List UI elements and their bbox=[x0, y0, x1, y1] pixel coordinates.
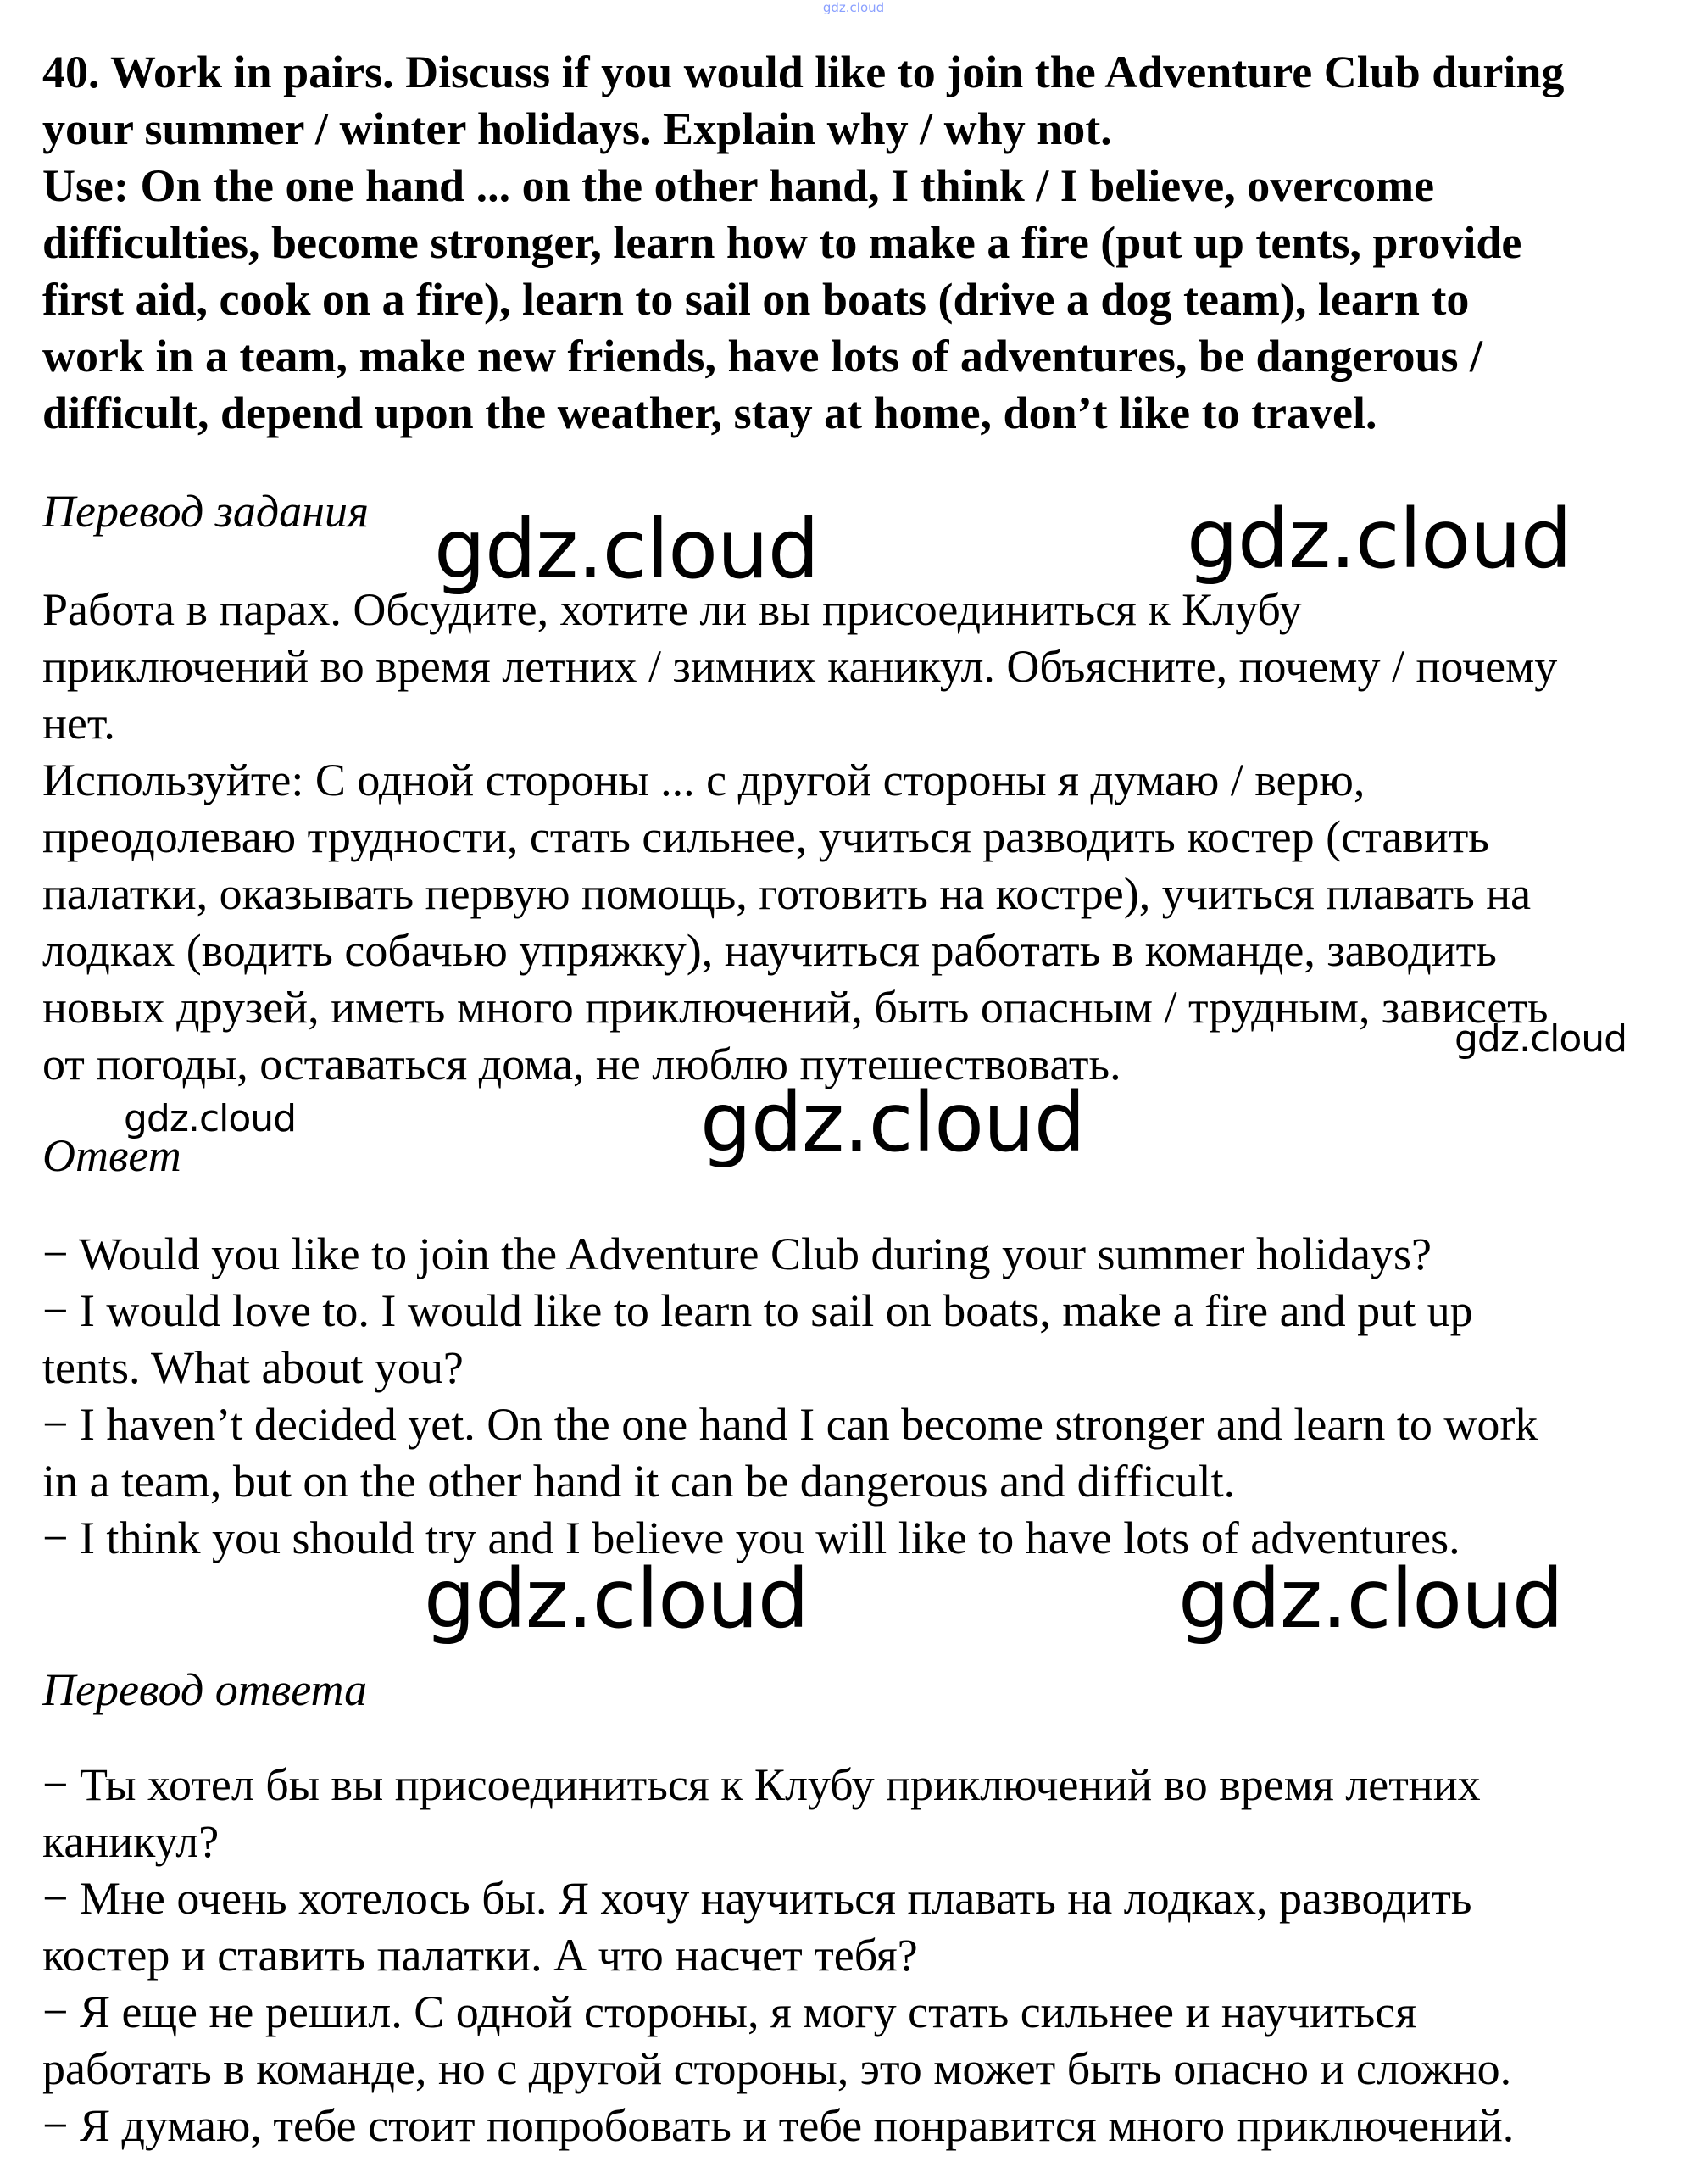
translation-line: приключений во время летних / зимних каникул. Объясните, почему / почему bbox=[42, 641, 1558, 692]
task-line: Use: On the one hand ... on the other hand, I think / I believe, overcome bbox=[42, 160, 1435, 211]
answer-heading: Ответ bbox=[42, 1130, 181, 1181]
answer-translation-line: − Ты хотел бы вы присоединиться к Клубу приключений во время летних bbox=[42, 1759, 1481, 1810]
answer-line: tents. What about you? bbox=[42, 1342, 464, 1393]
answer-line: − I haven’t decided yet. On the one hand I can become stronger and learn to work bbox=[42, 1399, 1538, 1450]
task-line: work in a team, make new friends, have lots of adventures, be dangerous / bbox=[42, 331, 1483, 382]
task-line: difficulties, become stronger, learn how to make a fire (put up tents, provide bbox=[42, 217, 1522, 268]
translation-line: новых друзей, иметь много приключений, быть опасным / трудным, зависеть bbox=[42, 982, 1549, 1033]
answer-line: − I would love to. I would like to learn to sail on boats, make a fire and put up bbox=[42, 1285, 1473, 1336]
watermark: gdz.cloud bbox=[434, 502, 819, 597]
watermark: gdz.cloud bbox=[424, 1552, 809, 1646]
answer-line: in a team, but on the other hand it can be dangerous and difficult. bbox=[42, 1456, 1236, 1507]
answer-translation-line: − Я еще не решил. С одной стороны, я могу стать сильнее и научиться bbox=[42, 1986, 1417, 2037]
top-watermark: gdz.cloud bbox=[822, 0, 885, 15]
translation-line: лодках (водить собачью упряжку), научиться работать в команде, заводить bbox=[42, 925, 1497, 976]
answer-translation-text bbox=[42, 1757, 1691, 2154]
translation-line: от погоды, оставаться дома, не люблю путешествовать. bbox=[42, 1039, 1121, 1089]
answer-translation-heading: Перевод ответа bbox=[42, 1664, 368, 1715]
task-line: your summer / winter holidays. Explain why / why not. bbox=[42, 103, 1112, 154]
task-line: difficult, depend upon the weather, stay at home, don’t like to travel. bbox=[42, 387, 1377, 438]
answer-translation-line: костер и ставить палатки. А что насчет тебя? bbox=[42, 1930, 918, 1981]
task-line: first aid, cook on a fire), learn to sail on boats (drive a dog team), learn to bbox=[42, 274, 1470, 325]
answer-translation-line: − Мне очень хотелось бы. Я хочу научиться плавать на лодках, разводить bbox=[42, 1873, 1472, 1924]
translation-heading: Перевод задания bbox=[42, 486, 370, 537]
translation-text bbox=[42, 582, 1691, 1093]
answer-translation-line: каникул? bbox=[42, 1816, 220, 1867]
answer-line: − I think you should try and I believe you will like to have lots of adventures. bbox=[42, 1513, 1460, 1563]
watermark: gdz.cloud bbox=[1187, 492, 1571, 587]
watermark: gdz.cloud bbox=[1454, 1017, 1627, 1061]
answer-translation-line: работать в команде, но с другой стороны, это может быть опасно и сложно. bbox=[42, 2043, 1512, 2094]
watermark: gdz.cloud bbox=[124, 1097, 297, 1140]
translation-line: палатки, оказывать первую помощь, готовить на костре), учиться плавать на bbox=[42, 868, 1532, 919]
task-line: 40. Work in pairs. Discuss if you would like to join the Adventure Club during bbox=[42, 47, 1565, 98]
translation-line: Используйте: С одной стороны ... с другой стороны я думаю / верю, bbox=[42, 755, 1365, 805]
task-text bbox=[42, 44, 1691, 442]
watermark: gdz.cloud bbox=[700, 1075, 1085, 1170]
translation-line: преодолеваю трудности, стать сильнее, учиться разводить костер (ставить bbox=[42, 811, 1489, 862]
answer-line: − Would you like to join the Adventure Club during your summer holidays? bbox=[42, 1228, 1432, 1279]
translation-line: Работа в парах. Обсудите, хотите ли вы присоединиться к Клубу bbox=[42, 584, 1302, 635]
answer-text bbox=[42, 1226, 1691, 1567]
translation-line: нет. bbox=[42, 698, 115, 749]
watermark: gdz.cloud bbox=[1178, 1552, 1563, 1646]
answer-translation-line: − Я думаю, тебе стоит попробовать и тебе понравится много приключений. bbox=[42, 2100, 1515, 2151]
